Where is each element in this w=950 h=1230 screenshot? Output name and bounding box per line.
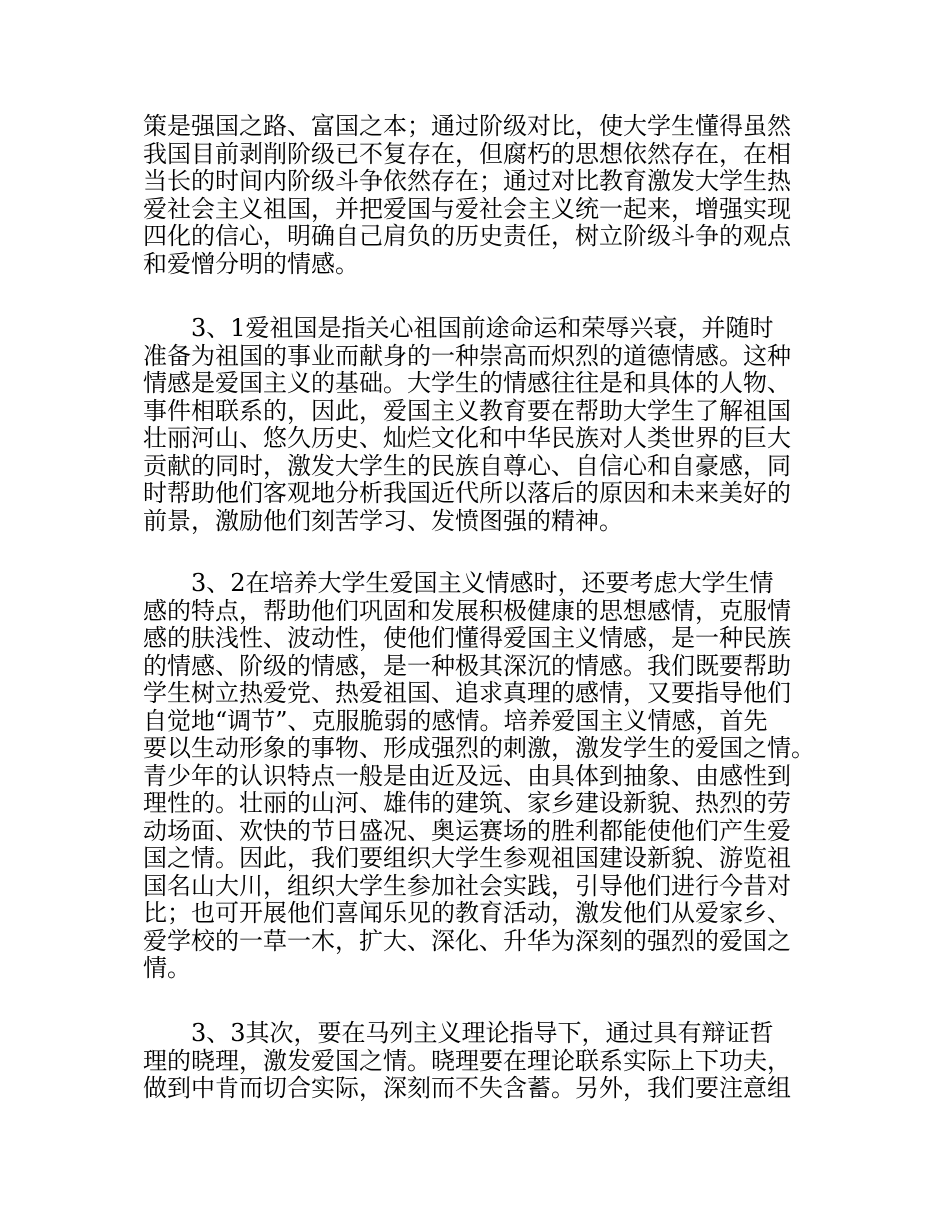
text-line: 要以生动形象的事物、形成强烈的刺激，激发学生的爱国之情。 [143,734,815,762]
text-line: 我国目前剥削阶级已不复存在，但腐朽的思想依然存在，在相 [143,139,791,168]
text-line: 时帮助他们客观地分析我国近代所以落后的原因和未来美好的 [143,479,791,507]
text-line: 四化的信心，明确自己肩负的历史责任，树立阶级斗争的观点 [143,222,791,250]
text-line: 自觉地“调节”、克服脆弱的感情。培养爱国主义情感，首先 [143,706,768,735]
text-line: 3、1爱祖国是指关心祖国前途命运和荣辱兴衰，并随时 [191,314,774,342]
text-line: 3、3其次，要在马列主义理论指导下，通过具有辩证哲 [191,1019,774,1047]
text-line: 学生树立热爱党、热爱祖国、追求真理的感情，又要指导他们 [143,679,791,707]
text-line: 理的晓理，激发爱国之情。晓理要在理论联系实际上下功夫， [143,1046,791,1075]
text-line: 前景，激励他们刻苦学习、发愤图强的精神。 [143,506,623,535]
paragraph-1 [143,113,823,278]
text-line: 策是强国之路、富国之本；通过阶级对比，使大学生懂得虽然 [143,112,791,140]
text-line: 动场面、欢快的节日盛况、奥运赛场的胜利都能使他们产生爱 [143,816,791,845]
text-line: 爱学校的一草一木，扩大、深化、升华为深刻的强烈的爱国之 [143,926,791,955]
text-line: 准备为祖国的事业而献身的一种崇高而炽烈的道德情感。这种 [143,341,791,370]
text-line: 比；也可开展他们喜闻乐见的教育活动，激发他们从爱家乡、 [143,899,791,927]
text-line: 感的肤浅性、波动性，使他们懂得爱国主义情感，是一种民族 [143,624,791,652]
paragraph-3-2 [143,570,823,983]
text-line: 感的特点，帮助他们巩固和发展积极健康的思想感情，克服情 [143,596,791,625]
text-line: 国之情。因此，我们要组织大学生参观祖国建设新貌、游览祖 [143,844,791,872]
text-line: 3、2在培养大学生爱国主义情感时，还要考虑大学生情 [191,569,774,597]
text-line: 国名山大川，组织大学生参加社会实践，引导他们进行今昔对 [143,871,791,900]
text-line: 贡献的同时，激发大学生的民族自尊心、自信心和自豪感，同 [143,451,791,480]
text-line: 的情感、阶级的情感，是一种极其深沉的情感。我们既要帮助 [143,651,791,680]
text-line: 爱社会主义祖国，并把爱国与爱社会主义统一起来，增强实现 [143,194,791,223]
text-line: 当长的时间内阶级斗争依然存在；通过对比教育激发大学生热 [143,167,791,195]
paragraph-3-1 [143,315,823,535]
text-line: 理性的。壮丽的山河、雄伟的建筑、家乡建设新貌、热烈的劳 [143,789,791,817]
text-line: 和爱憎分明的情感。 [143,249,359,278]
text-line: 青少年的认识特点一般是由近及远、由具体到抽象、由感性到 [143,761,791,790]
text-line: 做到中肯而切合实际，深刻而不失含蓄。另外，我们要注意组 [143,1074,791,1102]
text-line: 壮丽河山、悠久历史、灿烂文化和中华民族对人类世界的巨大 [143,424,791,452]
paragraph-3-3 [143,1020,823,1103]
text-line: 情感是爱国主义的基础。大学生的情感往往是和具体的人物、 [143,369,791,397]
text-line: 事件相联系的，因此，爱国主义教育要在帮助大学生了解祖国 [143,396,791,425]
text-line: 情。 [143,954,191,982]
